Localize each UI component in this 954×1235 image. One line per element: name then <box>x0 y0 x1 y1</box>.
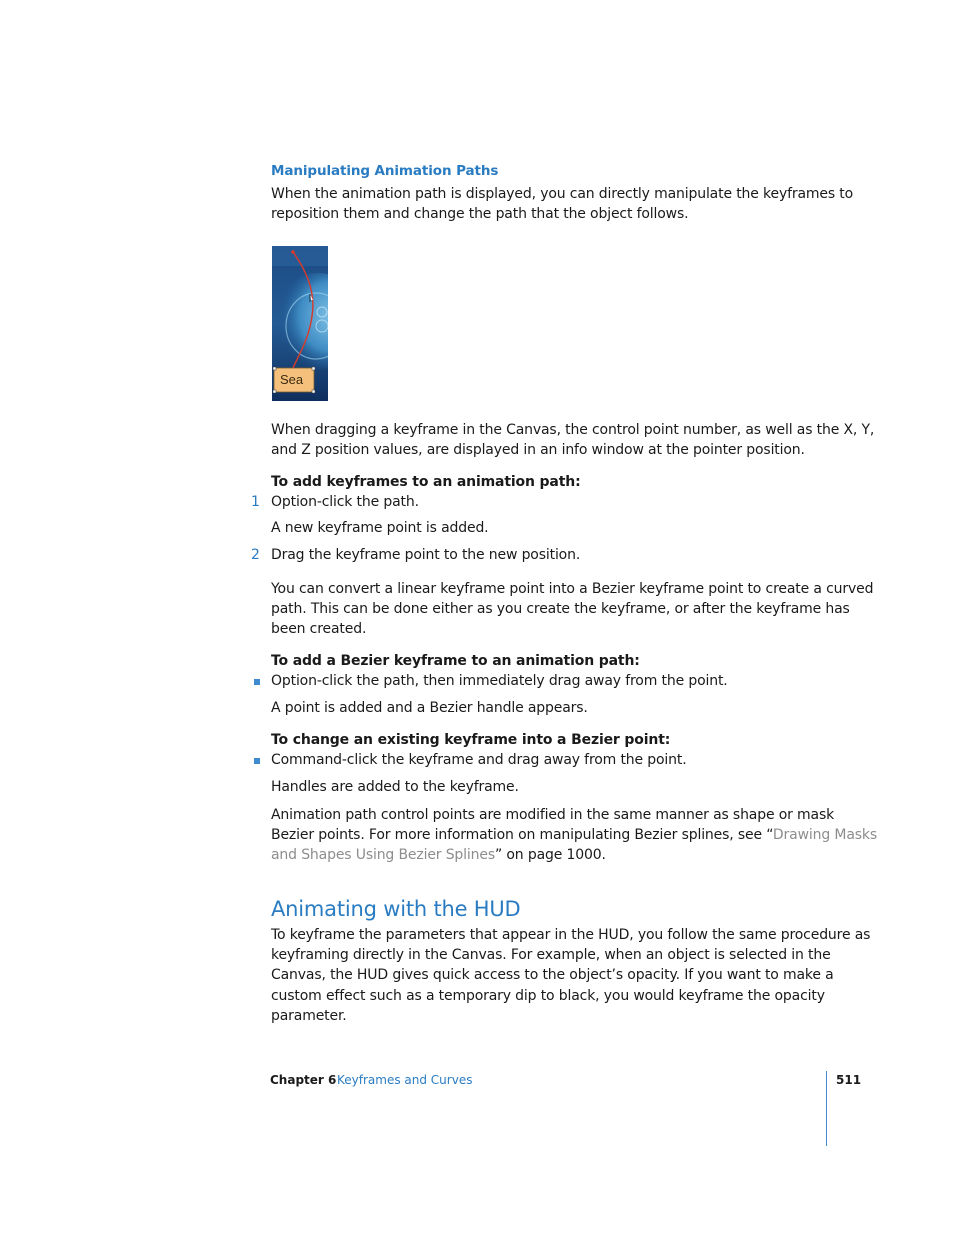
bullet-icon <box>254 679 260 685</box>
step-number: 2 <box>251 547 260 563</box>
text-line: reposition them and change the path that the object follows. <box>271 206 689 223</box>
text-line: keyframing directly in the Canvas. For example, when an object is selected in the <box>271 947 831 964</box>
subsection-heading: Manipulating Animation Paths <box>271 163 499 179</box>
cross-reference-link[interactable]: and Shapes Using Bezier Splines <box>271 847 495 864</box>
section-body <box>271 925 871 1026</box>
footer-divider <box>826 1071 827 1146</box>
text-line: custom effect such as a temporary dip to black, you would keyframe the opacity <box>271 987 825 1004</box>
text-line: Canvas, the HUD gives quick access to the object’s opacity. If you want to make a <box>271 967 834 984</box>
step-result: A new keyframe point is added. <box>271 520 489 536</box>
figure-label: Sea <box>280 372 304 387</box>
control-points-note <box>271 805 877 866</box>
step-result: A point is added and a Bezier handle appears. <box>271 700 588 716</box>
step-number: 1 <box>251 494 260 510</box>
text-line: been created. <box>271 621 367 638</box>
text-line <box>271 845 831 865</box>
bezier-note <box>271 579 874 640</box>
footer-chapter-label: Chapter 6 <box>270 1073 337 1087</box>
task-heading-add-bezier: To add a Bezier keyframe to an animation path: <box>271 653 640 669</box>
task-heading-add-keyframes: To add keyframes to an animation path: <box>271 474 581 490</box>
bullet-text: Command-click the keyframe and drag away from the point. <box>271 752 687 768</box>
task-heading-change-bezier: To change an existing keyframe into a Bezier point: <box>271 732 671 748</box>
text-line: path. This can be done either as you create the keyframe, or after the keyframe has <box>271 601 850 618</box>
text-fragment: Bezier points. For more information on manipulating Bezier splines, see “ <box>271 827 773 844</box>
animation-path-image <box>272 246 328 401</box>
text-line: To keyframe the parameters that appear in the HUD, you follow the same procedure as <box>271 927 871 943</box>
text-line: parameter. <box>271 1007 347 1024</box>
cross-reference-link[interactable]: Drawing Masks <box>772 827 877 844</box>
drag-note <box>271 420 875 460</box>
text-fragment: ” on page 1000. <box>494 847 606 864</box>
step-text: Option-click the path. <box>271 494 419 510</box>
section-heading: Animating with the HUD <box>271 897 521 921</box>
bullet-icon <box>254 758 260 764</box>
page-number: 511 <box>836 1073 862 1087</box>
text-line: You can convert a linear keyframe point into a Bezier keyframe point to create a curved <box>271 581 874 597</box>
step-result: Handles are added to the keyframe. <box>271 779 519 795</box>
text-line: When the animation path is displayed, you can directly manipulate the keyframes to <box>271 186 854 202</box>
subsection-intro <box>271 184 854 224</box>
footer-chapter-title: Keyframes and Curves <box>337 1073 473 1087</box>
text-line: Animation path control points are modified in the same manner as shape or mask <box>271 807 835 823</box>
text-line: and Z position values, are displayed in an info window at the pointer position. <box>271 442 805 459</box>
text-line <box>271 825 877 845</box>
bullet-text: Option-click the path, then immediately drag away from the point. <box>271 673 728 689</box>
text-line: When dragging a keyframe in the Canvas, the control point number, as well as the X, Y, <box>271 422 875 438</box>
step-text: Drag the keyframe point to the new position. <box>271 547 581 563</box>
animation-path-figure <box>272 246 328 401</box>
